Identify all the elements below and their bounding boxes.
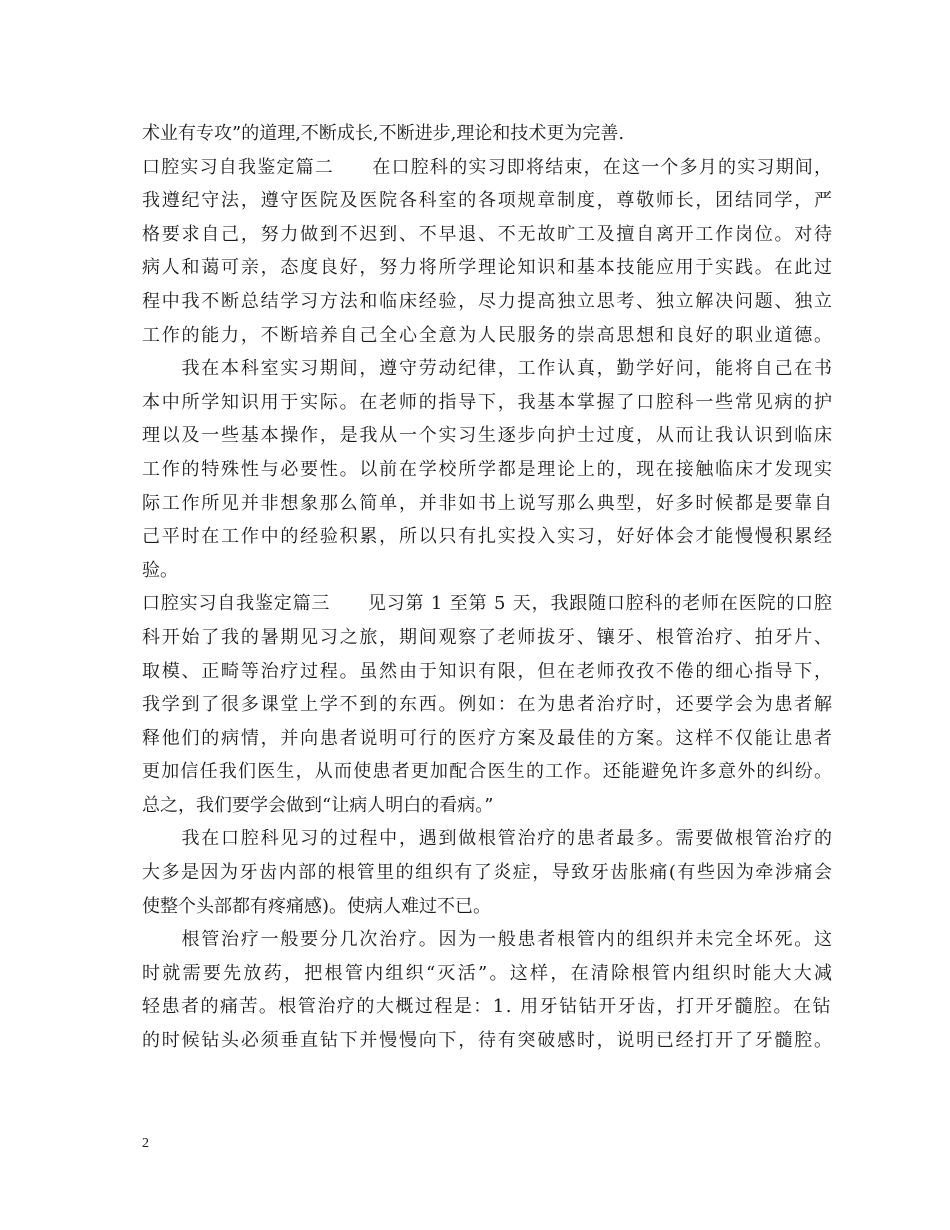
text-line: 更加信任我们医生，从而使患者更加配合医生的工作。还能避免许多意外的纠纷。 xyxy=(142,761,834,783)
text-line: 根管治疗一般要分几次治疗。因为一般患者根管内的组织并未完全坏死。这 xyxy=(142,929,834,951)
text-line: 我遵纪守法，遵守医院及医院各科室的各项规章制度，尊敬师长，团结同学，严 xyxy=(142,190,834,212)
text-line: 大多是因为牙齿内部的根管里的组织有了炎症，导致牙齿胀痛(有些因为牵涉痛会 xyxy=(142,862,834,884)
text-line: 理以及一些基本操作，是我从一个实习生逐步向护士过度，从而让我认识到临床 xyxy=(142,425,834,447)
text-line: 本中所学知识用于实际。在老师的指导下，我基本掌握了口腔科一些常见病的护 xyxy=(142,391,834,413)
text-line: 我在口腔科见习的过程中，遇到做根管治疗的患者最多。需要做根管治疗的 xyxy=(142,828,834,850)
text-line: 总之，我们要学会做到“让病人明白的看病。” xyxy=(142,794,494,816)
text-line: 科开始了我的暑期见习之旅，期间观察了老师拔牙、镶牙、根管治疗、拍牙片、 xyxy=(142,626,834,648)
text-line: 格要求自己，努力做到不迟到、不早退、不无故旷工及擅自离开工作岗位。对待 xyxy=(142,223,834,245)
text-line: 程中我不断总结学习方法和临床经验，尽力提高独立思考、独立解决问题、独立 xyxy=(142,290,834,312)
text-line: 轻患者的痛苦。根管治疗的大概过程是：1. 用牙钻钻开牙齿，打开牙髓腔。在钻 xyxy=(142,996,832,1018)
text-line: 我学到了很多课堂上学不到的东西。例如：在为患者治疗时，还要学会为患者解 xyxy=(142,694,834,716)
body-text xyxy=(142,117,842,1058)
text-line: 口腔实习自我鉴定篇三 见习第 1 至第 5 天，我跟随口腔科的老师在医院的口腔 xyxy=(142,593,833,615)
text-line: 己平时在工作中的经验积累，所以只有扎实投入实习，好好体会才能慢慢积累经 xyxy=(142,526,834,548)
page-number: 2 xyxy=(142,1136,149,1151)
text-line: 工作的能力，不断培养自己全心全意为人民服务的崇高思想和良好的职业道德。 xyxy=(142,324,834,346)
text-line: 验。 xyxy=(142,559,178,581)
text-line: 我在本科室实习期间，遵守劳动纪律，工作认真，勤学好问，能将自己在书 xyxy=(142,358,834,380)
text-line: 际工作所见并非想象那么简单，并非如书上说写那么典型，好多时候都是要靠自 xyxy=(142,492,834,514)
text-line: 的时候钻头必须垂直钻下并慢慢向下，待有突破感时，说明已经打开了牙髓腔。 xyxy=(142,1030,834,1052)
text-line: 时就需要先放药，把根管内组织“灭活”。这样，在清除根管内组织时能大大减 xyxy=(142,962,835,984)
text-line: 释他们的病情，并向患者说明可行的医疗方案及最佳的方案。这样不仅能让患者 xyxy=(142,727,834,749)
text-line: 口腔实习自我鉴定篇二 在口腔科的实习即将结束，在这一个多月的实习期间， xyxy=(142,156,834,178)
text-line: 使整个头部都有疼痛感)。使病人难过不已。 xyxy=(142,895,492,917)
text-line: 取模、正畸等治疗过程。虽然由于知识有限，但在老师孜孜不倦的细心指导下， xyxy=(142,660,834,682)
text-line: 术业有专攻”的道理,不断成长,不断进步,理论和技术更为完善. xyxy=(142,123,625,144)
text-line: 病人和蔼可亲，态度良好，努力将所学理论知识和基本技能应用于实践。在此过 xyxy=(142,257,834,279)
text-line: 工作的特殊性与必要性。以前在学校所学都是理论上的，现在接触临床才发现实 xyxy=(142,458,834,480)
